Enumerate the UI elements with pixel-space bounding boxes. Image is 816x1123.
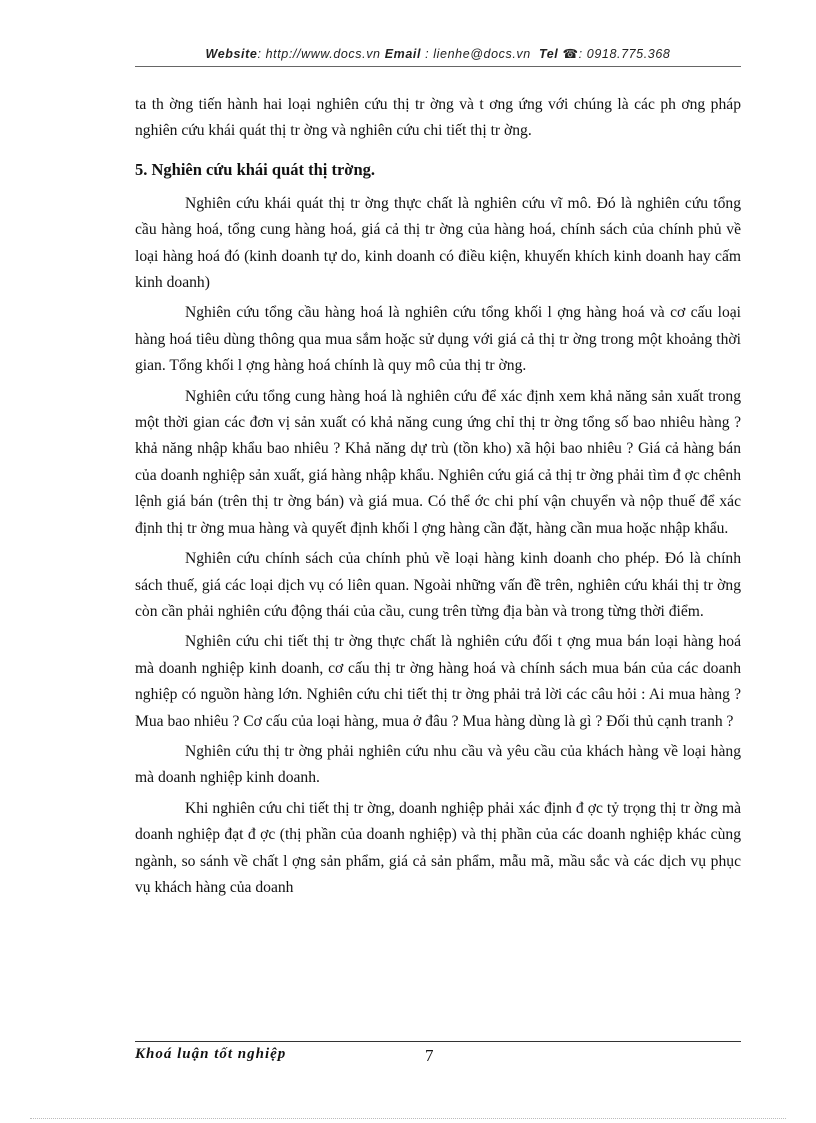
body-paragraph-6: Nghiên cứu thị tr ờng phải nghiên cứu nhu cầu và yêu cầu của khách hàng về loại hàng mà doanh nghiệp kinh doanh. bbox=[135, 742, 741, 787]
document-body bbox=[135, 92, 741, 901]
body-paragraph-3: Nghiên cứu tổng cung hàng hoá là nghiên cứu để xác định xem khả năng sản xuất trong một thời gian các đơn vị sản xuất có khả năng cung ứng chỉ thị tr ờng tổng số bao nhiêu hàng ? khả năng nhập khẩu bao nhiêu ? Khả năng dự trù (tồn kho) xã hội bao nhiêu ? Giá cả hàng bán của doanh nghiệp sản xuất, giá hàng nhập khẩu. Nghiên cứu giá cả thị tr ờng phải tìm đ ợc chênh lệnh giá bán (trên thị tr ờng bán) và giá mua. Có thể ớc chi phí vận chuyển và nộp thuế để xác định thị tr ờng mua hàng và quyết định khối l ợng hàng cần đặt, hàng cần mua hoặc nhập khẩu. bbox=[135, 387, 741, 537]
body-paragraph-2: Nghiên cứu tổng cầu hàng hoá là nghiên cứu tổng khối l ợng hàng hoá và cơ cấu loại hàng hoá tiêu dùng thông qua mua sắm hoặc sử dụng với giá cả thị tr ờng trong một khoảng thời gian. Tổng khối l ợng hàng hoá chính là quy mô của thị tr ờng. bbox=[135, 304, 741, 375]
email-label: Email bbox=[384, 47, 422, 61]
page-bottom-border bbox=[30, 1118, 786, 1119]
page-header bbox=[135, 46, 741, 61]
header-divider bbox=[135, 66, 741, 67]
footer-title: Khoá luận tốt nghiệp bbox=[135, 1046, 287, 1062]
footer-divider bbox=[135, 1041, 741, 1042]
section-heading: 5. Nghiên cứu khái quát thị trờng. bbox=[135, 159, 375, 179]
body-paragraph-5: Nghiên cứu chi tiết thị tr ờng thực chất là nghiên cứu đối t ợng mua bán loại hàng hoá mà doanh nghiệp kinh doanh, cơ cấu thị tr ờng hàng hoá và chính sách mua bán của các doanh nghiệp có nguồn hàng lớn. Nghiên cứu chi tiết thị tr ờng phải trả lời các câu hỏi : Ai mua hàng ? Mua bao nhiêu ? Cơ cấu của loại hàng, mua ở đâu ? Mua hàng dùng là gì ? Đối thủ cạnh tranh ? bbox=[135, 633, 741, 730]
intro-paragraph: ta th ờng tiến hành hai loại nghiên cứu thị tr ờng và t ơng ứng với chúng là các ph ơng pháp nghiên cứu khái quát thị tr ờng và nghiên cứu chi tiết thị tr ờng. bbox=[135, 96, 741, 140]
phone-icon: ☎ bbox=[562, 47, 579, 61]
email-value: : lienhe@docs.vn bbox=[425, 47, 531, 61]
body-paragraph-7: Khi nghiên cứu chi tiết thị tr ờng, doanh nghiệp phải xác định đ ợc tỷ trọng thị tr ờng mà doanh nghiệp đạt đ ợc (thị phần của doanh nghiệp) và thị phần của các doanh nghiệp khác cùng ngành, so sánh về chất l ợng sản phẩm, giá cả sản phẩm, mẫu mã, mầu sắc và các dịch vụ phục vụ khách hàng của doanh bbox=[135, 799, 741, 896]
page-number: 7 bbox=[425, 1046, 434, 1065]
body-paragraph-4: Nghiên cứu chính sách của chính phủ về loại hàng kinh doanh cho phép. Đó là chính sách thuế, giá các loại dịch vụ có liên quan. Ngoài những vấn đề trên, nghiên cứu khái thị tr ờng còn cần phải nghiên cứu động thái của cầu, cung trên từng địa bàn và trong từng thời điểm. bbox=[135, 550, 741, 620]
tel-label: Tel bbox=[538, 47, 559, 61]
website-value: : http://www.docs.vn bbox=[257, 47, 381, 61]
tel-value: : 0918.775.368 bbox=[578, 47, 671, 61]
website-label: Website bbox=[205, 47, 258, 61]
body-paragraph-1: Nghiên cứu khái quát thị tr ờng thực chất là nghiên cứu vĩ mô. Đó là nghiên cứu tổng cầu hàng hoá, tổng cung hàng hoá, giá cả thị tr ờng của hàng hoá, chính sách của chính phủ về loại hàng hoá đó (kinh doanh tự do, kinh doanh có điều kiện, khuyến khích kinh doanh hay cấm kinh doanh) bbox=[135, 194, 741, 292]
